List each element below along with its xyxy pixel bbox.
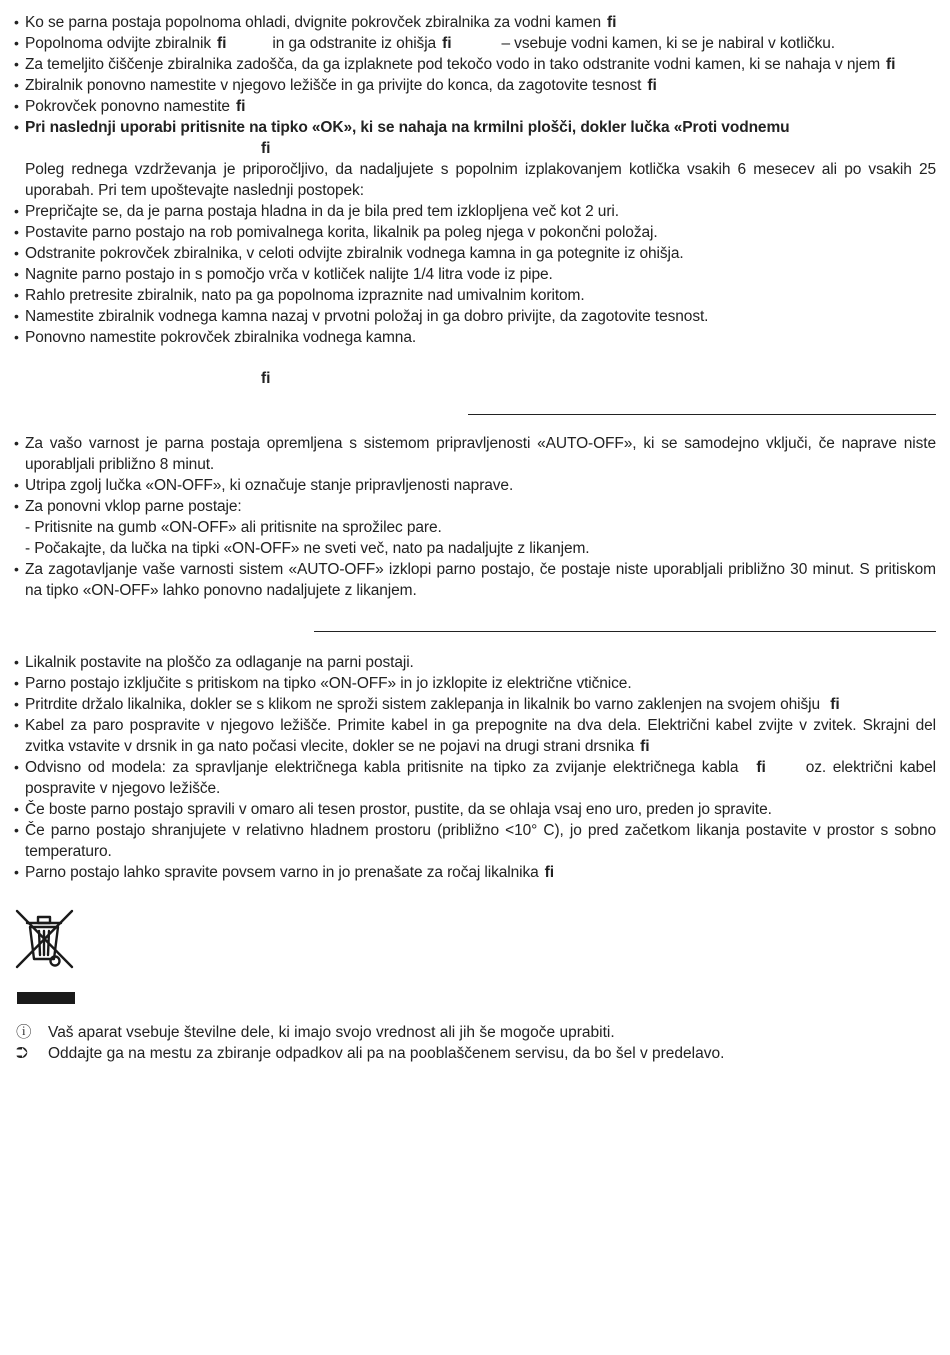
list-item: • Nagnite parno postajo in s pomočjo vrča v kotliček nalijte 1/4 litra vode iz pipe. bbox=[14, 264, 936, 285]
list-item: • Ko se parna postaja popolnoma ohladi, dvignite pokrovček zbiralnika za vodni kamen ﬁ bbox=[14, 12, 936, 33]
crossed-bin-icon bbox=[14, 907, 76, 971]
figure-ref-icon: ﬁ bbox=[235, 98, 246, 115]
paragraph: Poleg rednega vzdrževanja je priporočljivo, da nadaljujete s popolnim izplakovanjem kotlička vsakih 6 mesecev ali po vsakih 25 uporabah. Pri tem upoštevajte naslednji postopek: bbox=[25, 161, 936, 199]
list-item: • Za temeljito čiščenje zbiralnika zadošča, da ga izplaknete pod tekočo vodo in tako odstranite vodni kamen, ki se nahaja v njem ﬁ bbox=[14, 54, 936, 75]
list-item: • Pritrdite držalo likalnika, dokler se s klikom ne sproži sistem zaklepanja in likalnik bo varno zaklenjen na svojem ohišju ﬁ bbox=[14, 694, 936, 715]
list-item: • Odvisno od modela: za spravljanje električnega kabla pritisnite na tipko za zvijanje električnega kabla ﬁ oz. električni kabel pospravite v njegovo ležišče. bbox=[14, 757, 936, 799]
weee-bin-icon bbox=[14, 907, 76, 1004]
note-row bbox=[14, 1043, 936, 1064]
list-item: • Utripa zgolj lučka «ON-OFF», ki označuje stanje pripravljenosti naprave. bbox=[14, 475, 936, 496]
note-text: Vaš aparat vsebuje številne dele, ki imajo svojo vrednost ali jih še mogoče uprabiti. bbox=[48, 1024, 615, 1041]
list-item: • Likalnik postavite na ploščo za odlaganje na parni postaji. bbox=[14, 652, 936, 673]
list-item: • Kabel za paro pospravite v njegovo ležišče. Primite kabel in ga prepognite na dva dela. Električni kabel zvijte v zvitek. Skrajni del zvitka vstavite v drsnik in ga nato počasi vlecite, dokler se ne pojavi na drugi strani drsnika ﬁ bbox=[14, 715, 936, 757]
list-item: • Če parno postajo shranjujete v relativno hladnem prostoru (približno <10° C), jo pred začetkom likanja postavite v prostor s sobno temperaturo. bbox=[14, 820, 936, 862]
list-item: • Namestite zbiralnik vodnega kamna nazaj v prvotni položaj in ga dobro privijte, da zagotovite tesnost. bbox=[14, 306, 936, 327]
list-item: • Odstranite pokrovček zbiralnika, v celoti odvijte zbiralnik vodnega kamna in ga potegnite iz ohišja. bbox=[14, 243, 936, 264]
figure-ref-icon: ﬁ bbox=[886, 56, 896, 73]
recycle-arrow-icon: ⮊ bbox=[16, 1045, 28, 1062]
figure-ref-icon: ﬁ bbox=[442, 35, 452, 52]
info-icon: ⓘ bbox=[16, 1024, 32, 1041]
note-row bbox=[14, 1022, 936, 1043]
weee-bar bbox=[17, 992, 75, 1004]
list-item: • Pokrovček ponovno namestite ﬁ bbox=[14, 96, 936, 117]
list-item: • Postavite parno postajo na rob pomivalnega korita, likalnik pa poleg njega v pokončni položaj. bbox=[14, 222, 936, 243]
list-item: • Za zagotavljanje vaše varnosti sistem «AUTO-OFF» izklopi parno postajo, če postaje niste uporabljali približno 30 minut. S pritiskom na tipko «ON-OFF» lahko ponovno nadaljujete z likanjem. bbox=[14, 559, 936, 601]
figure-ref-icon: ﬁ bbox=[647, 77, 657, 94]
list-item: • Pri naslednji uporabi pritisnite na tipko «OK», ki se nahaja na krmilni plošči, dokler lučka «Proti vodnemu bbox=[14, 117, 936, 138]
list-item: • Zbiralnik ponovno namestite v njegovo ležišče in ga privijte do konca, da zagotovite tesnost ﬁ bbox=[14, 75, 936, 96]
figure-ref-icon: ﬁ bbox=[607, 14, 617, 31]
list-subitem: - Počakajte, da lučka na tipki «ON-OFF» ne sveti več, nato pa nadaljujte z likanjem. bbox=[25, 540, 590, 557]
figure-ref-icon: ﬁ bbox=[640, 738, 650, 755]
list-item: • Če boste parno postajo spravili v omaro ali tesen prostor, pustite, da se ohlaja vsaj eno uro, preden jo spravite. bbox=[14, 799, 936, 820]
list-item: • Parno postajo izključite s pritiskom na tipko «ON-OFF» in jo izklopite iz električne vtičnice. bbox=[14, 673, 936, 694]
list-item: • Popolnoma odvijte zbiralnik ﬁ in ga odstranite iz ohišja ﬁ – vsebuje vodni kamen, ki se je nabiral v kotličku. bbox=[14, 33, 936, 54]
figure-ref-icon: ﬁ bbox=[756, 759, 766, 776]
figure-ref-icon: ﬁ bbox=[544, 864, 555, 881]
list-subitem: - Pritisnite na gumb «ON-OFF» ali pritisnite na sprožilec pare. bbox=[25, 519, 442, 536]
figure-ref-icon: ﬁ bbox=[217, 35, 227, 52]
storage-list bbox=[14, 652, 936, 883]
section-divider bbox=[314, 631, 936, 632]
auto-off-list bbox=[14, 433, 936, 601]
list-item: • Parno postajo lahko spravite povsem varno in jo prenašate za ročaj likalnika ﬁ bbox=[14, 862, 936, 883]
figure-ref-icon: ﬁ bbox=[261, 370, 271, 387]
document-page bbox=[14, 12, 936, 1064]
descaling-list bbox=[14, 12, 936, 138]
figure-ref-icon: ﬁ bbox=[830, 696, 840, 713]
note-text: Oddajte ga na mestu za zbiranje odpadkov ali pa na pooblaščenem servisu, da bo šel v predelavo. bbox=[48, 1045, 725, 1062]
list-item: • Ponovno namestite pokrovček zbiralnika vodnega kamna. bbox=[14, 327, 936, 348]
figure-ref-icon: ﬁ bbox=[261, 140, 271, 157]
list-item: • Prepričajte se, da je parna postaja hladna in da je bila pred tem izklopljena več kot 2 uri. bbox=[14, 201, 936, 222]
recycling-notes bbox=[14, 1022, 936, 1064]
flush-steps-list bbox=[14, 201, 936, 348]
list-item: • Za vašo varnost je parna postaja opremljena s sistemom pripravljenosti «AUTO-OFF», ki se samodejno vključi, če naprave niste uporabljali približno 8 minut. bbox=[14, 433, 936, 475]
list-item: • Rahlo pretresite zbiralnik, nato pa ga popolnoma izpraznite nad umivalnim koritom. bbox=[14, 285, 936, 306]
list-item: • Za ponovni vklop parne postaje: bbox=[14, 496, 936, 517]
section-divider bbox=[468, 414, 936, 415]
